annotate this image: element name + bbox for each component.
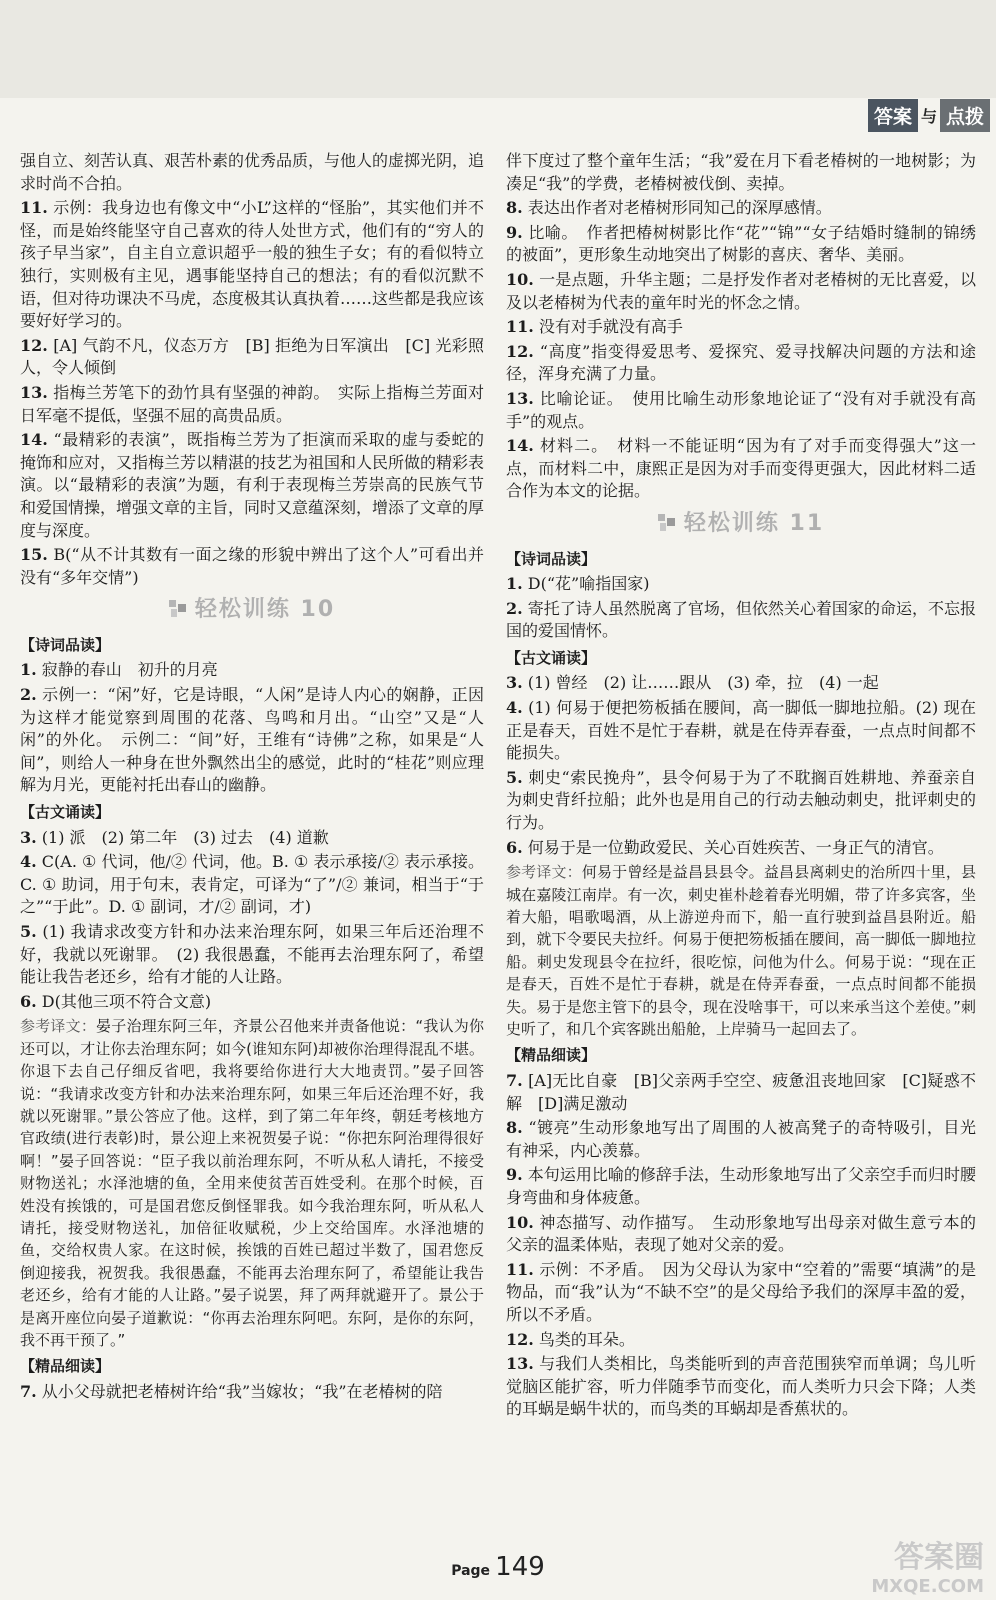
item-text: 伴下度过了整个童年生活；“我”爱在月下看老椿树的一地树影；为凑足“我”的学费，老椿树被伐倒、卖掉。: [506, 151, 976, 193]
item-number: 6.: [20, 991, 37, 1011]
tag-hint: 点拨: [940, 99, 990, 132]
item-text: (1) 派 (2) 第二年 (3) 过去 (4) 道歉: [36, 827, 329, 847]
item-number: 12.: [506, 341, 534, 361]
item-number: 13.: [506, 388, 534, 408]
right-column: [506, 150, 976, 1423]
left-column: [20, 150, 484, 1406]
item-number: 9.: [506, 1165, 523, 1185]
reference-translation: [20, 1015, 484, 1351]
item-number: 14.: [20, 430, 48, 450]
item-number: 9.: [506, 222, 523, 242]
item-number: 11.: [506, 1259, 534, 1279]
page-number: 149: [495, 1552, 545, 1582]
answer-item: [506, 697, 976, 765]
item-text: 指梅兰芳笔下的劲竹具有坚强的神韵。 实际上指梅兰芳面对日军毫不提低，坚强不屈的高贵品质。: [20, 382, 484, 425]
item-number: 5.: [506, 767, 523, 787]
answer-item: [20, 921, 484, 989]
item-number: 6.: [506, 837, 523, 857]
answer-item: [20, 382, 484, 427]
item-number: 3.: [20, 827, 37, 847]
translation-text: 晏子治理东阿三年，齐景公召他来并责备他说：“我认为你还可以，才让你去治理东阿；如今(谁知东阿)却被你治理得混乱不堪。你退下去自己仔细反省吧，我将要给你进行大大地责罚。”晏子回答说：“我请求改变方针和办法来治理东阿，如果三年后还治理不好，我就以死谢罪。”景公答应了他。这样，到了第二年年终，朝廷考核地方官政绩(进行表彰)时，景公迎上来祝贺晏子说：“你把东阿治理得很好啊！”晏子回答说：“臣子我以前治理东阿，不听从私人请托，不接受财物送礼；水泽池塘的鱼，全用来使贫苦百姓受利。在那个时候，百姓没有挨饿的，可是国君您反倒怪罪我。如今我治理东阿，听从私人请托，接受财物送礼，加倍征收赋税，少上交给国库。水泽池塘的鱼，交给权贵人家。在这时候，挨饿的百姓已超过半数了，国君您反倒迎接我，祝贺我。我很愚蠢，不能再去治理东阿了，希望能让我告老还乡，给有才能的人让路。”晏子说罢，拜了两拜就避开了。景公于是离开座位向晏子道歉说：“你再去治理东阿吧。东阿，是你的东阿，我不再干预了。”: [20, 1017, 484, 1350]
answer-item: [20, 197, 484, 333]
top-band: [0, 0, 996, 98]
tag-answer: 答案: [868, 99, 918, 132]
item-text: (1) 何易于便把笏板插在腰间，高一脚低一脚地拉船。(2) 现在正是春天，百姓不是忙于春耕，就是在侍弄春蚕，一点点时间都不能损失。: [506, 698, 976, 763]
tag-and: 与: [920, 106, 937, 126]
item-number: 10.: [506, 269, 534, 289]
item-text: (1) 曾经 (2) 让……跟从 (3) 牵，拉 (4) 一起: [522, 673, 879, 693]
answer-item: [506, 672, 976, 695]
item-text: 寄托了诗人虽然脱离了官场，但依然关心着国家的命运，不忘报国的爱国情怀。: [506, 598, 976, 641]
item-number: 7.: [20, 1382, 37, 1402]
answer-item: [506, 1164, 976, 1209]
item-text: 比喻论证。 使用比喻生动形象地论证了“没有对手就没有高手”的观点。: [506, 388, 976, 431]
item-text: 材料二。 材料一不能证明“因为有了对手而变得强大”这一点，而材料二中，康熙正是因为对手而变得更强大，因此材料二适合作为本文的论据。: [506, 436, 976, 501]
item-number: 4.: [506, 698, 523, 718]
item-text: “最精彩的表演”，既指梅兰芳为了拒演而采取的虚与委蛇的掩饰和应对，又指梅兰芳以精湛的技艺为祖国和人民所做的精彩表演。以“最精彩的表演”为题，有利于表现梅兰芳崇高的民族气节和爱国情操，增强文章的主旨，同时又意蕴深刻，增添了文章的厚度与深度。: [20, 430, 485, 540]
drill-heading-11: [506, 510, 976, 536]
answer-item: [20, 659, 484, 682]
answer-item: [506, 1070, 976, 1115]
answer-item: [506, 222, 976, 267]
item-number: 11.: [20, 198, 48, 218]
drill-heading-10: [20, 599, 484, 622]
item-text: 从小父母就把老椿树许给“我”当嫁妆；“我”在老椿树的陪: [36, 1382, 443, 1402]
item-text: D(“花”喻指国家): [522, 574, 650, 594]
item-text: 比喻。 作者把椿树树影比作“花”“锦”“女子结婚时缝制的锦绣的被面”，更形象生动地突出了树影的喜庆、奢华、美丽。: [506, 222, 976, 265]
answer-item: [506, 573, 976, 596]
drill-square-icon: [658, 514, 676, 532]
item-number: 5.: [20, 922, 37, 941]
item-number: 7.: [506, 1071, 523, 1091]
item-number: 10.: [506, 1212, 534, 1232]
answer-item: [20, 335, 484, 380]
answer-item: [506, 388, 976, 433]
watermark-line-1: 答案圈: [894, 1540, 984, 1575]
answer-item: [506, 341, 976, 386]
answer-item: [20, 1381, 484, 1404]
item-text: 何易于是一位勤政爱民、关心百姓疾苦、一身正气的清官。: [522, 837, 944, 857]
section-label: 【精品细读】: [20, 1357, 111, 1376]
item-number: 13.: [20, 382, 48, 402]
item-text: 本句运用比喻的修辞手法，生动形象地写出了父亲空手而归时腰身弯曲和身体疲惫。: [506, 1165, 976, 1208]
translation-text: 何易于曾经是益昌县县令。益昌县离刺史的治所四十里，县城在嘉陵江南岸。有一次，刺史崔朴趁着春光明媚，带了许多宾客，坐着大船，唱歌喝酒，从上游逆舟而下，船一直行驶到益昌县附近。船到，就下令要民夫拉纤。何易于便把笏板插在腰间，高一脚低一脚地拉船。刺史发现县令在拉纤，很吃惊，问他为什么。何易于说：“现在正是春天，百姓不是忙于春耕，就是在侍弄春蚕，一点点时间都不能损失。易于是您主管下的县令，现在没啥事干，可以来承当这个差使。”刺史听了，和几个宾客跳出船舱，上岸骑马一起回去了。: [506, 863, 976, 1039]
item-text: 没有对手就没有高手: [533, 317, 683, 337]
item-text: “高度”指变得爱思考、爱探究、爱寻找解决问题的方法和途径，浑身充满了力量。: [506, 341, 976, 384]
item-number: 3.: [506, 673, 523, 693]
answer-item: [506, 1353, 976, 1421]
item-text: B(“从不计其数有一面之缘的形貌中辨出了这个人”可看出并没有“多年交情”): [20, 545, 484, 587]
item-number: 8.: [506, 1118, 523, 1138]
answer-item: [506, 837, 976, 860]
page-label: Page: [451, 1563, 491, 1579]
item-number: 13.: [506, 1354, 534, 1374]
answer-item: [20, 827, 484, 850]
section-label: 【精品细读】: [506, 1046, 597, 1065]
watermark-line-2: MXQE.COM: [871, 1576, 984, 1597]
item-text: D(其他三项不符合文意): [36, 991, 212, 1011]
section-label: 【古文诵读】: [506, 648, 597, 667]
item-text: (1) 我请求改变方针和办法来治理东阿，如果三年后还治理不好，我就以死谢罪。 (2) 我很愚蠢，不能再去治理东阿了，希望能让我告老还乡，给有才能的人让路。: [20, 922, 484, 987]
item-text: 示例：不矛盾。 因为父母认为家中“空着的”需要“填满”的是物品，而“我”认为“不缺不空”的是父母给予我们的深厚丰盈的爱，所以不矛盾。: [506, 1259, 976, 1324]
item-text: 示例一：“闲”好，它是诗眼，“人闲”是诗人内心的娴静，正因为这样才能觉察到周围的花落、鸟鸣和月出。“山空”又是“人闲”的外化。 示例二：“间”好，王维有“诗佛”之称，如果是“人间”，则给人一种身在世外飘然出尘的感觉，此时的“桂花”则应理解为月光，更能衬托出春山的幽静。: [20, 685, 484, 795]
item-number: 2.: [506, 598, 523, 618]
item-text: 表达出作者对老椿树形同知己的深厚感情。: [522, 198, 832, 218]
item-number: 1.: [506, 574, 523, 594]
answer-item: [506, 767, 976, 835]
answer-item: [20, 991, 484, 1014]
item-number: 15.: [20, 545, 48, 565]
item-text: 寂静的春山 初升的月亮: [36, 660, 218, 680]
drill-square-icon: [169, 600, 187, 618]
item-number: 12.: [506, 1329, 534, 1349]
answer-item: [506, 598, 976, 643]
item-number: 1.: [20, 660, 37, 680]
item-number: 12.: [20, 335, 48, 355]
item-text: 神态描写、动作描写。 生动形象地写出母亲对做生意亏本的父亲的温柔体贴，表现了她对父亲的爱。: [506, 1212, 976, 1255]
answer-item: [20, 544, 484, 589]
answer-item: [20, 429, 484, 542]
answer-item: [506, 435, 976, 503]
answer-item: [20, 150, 484, 195]
answer-item: [506, 150, 976, 195]
item-text: “镀亮”生动形象地写出了周围的人被高凳子的奇特吸引，目光有神采，内心羡慕。: [506, 1118, 976, 1160]
answer-item: [506, 1117, 976, 1162]
answer-item: [506, 269, 976, 314]
site-watermark: [871, 1532, 984, 1597]
item-text: [A] 气韵不凡，仪态万方 [B] 拒绝为日军演出 [C] 光彩照人，令人倾倒: [20, 335, 484, 378]
answer-item: [506, 316, 976, 339]
answer-item: [20, 851, 484, 919]
translation-label: 参考译文：: [20, 1017, 97, 1036]
section-label: 【诗词品读】: [20, 635, 111, 654]
answer-item: [506, 197, 976, 220]
answer-item: [20, 684, 484, 797]
drill-title: 轻松训练 10: [194, 597, 336, 623]
answer-item: [506, 1212, 976, 1257]
item-text: 一是点题，升华主题；二是抒发作者对老椿树的无比喜爱，以及以老椿树为代表的童年时光的怀念之情。: [506, 269, 976, 312]
item-number: 8.: [506, 198, 523, 218]
item-text: 强自立、刻苦认真、艰苦朴素的优秀品质，与他人的虚掷光阴，追求时尚不合拍。: [20, 151, 485, 193]
item-number: 14.: [506, 436, 534, 456]
answer-item: [506, 1329, 976, 1352]
section-tag: [868, 100, 990, 130]
answer-item: [506, 1259, 976, 1327]
item-text: [A]无比自豪 [B]父亲两手空空、疲惫沮丧地回家 [C]疑惑不解 [D]满足激动: [506, 1071, 976, 1113]
item-text: C(A. ① 代词，他/② 代词，他。B. ① 表示承接/② 表示承接。C. ① 助词，用于句末，表肯定，可译为“了”/② 兼词，相当于“于之”“于此”。D. ① 副词，才/② 副词，才): [20, 852, 484, 917]
section-label: 【古文诵读】: [20, 803, 111, 822]
item-text: 刺史“索民挽舟”，县令何易于为了不耽搁百姓耕地、养蚕亲自为刺史背纤拉船；此外也是用自己的行动去触动刺史，批评刺史的行为。: [506, 767, 976, 833]
item-number: 4.: [20, 852, 37, 872]
item-text: 示例：我身边也有像文中“小L”这样的“怪胎”，其实他们并不怪，而是始终能坚守自己喜欢的待人处世方式，他们有的“穷人的孩子早当家”，自主自立意识超乎一般的独生子女；有的看似特立独行，实则极有主见，遇事能坚持自己的想法；有的看似沉默不语，但对待功课决不马虎，态度极其认真执着……这些都是我应该要好好学习的。: [20, 198, 485, 331]
section-label: 【诗词品读】: [506, 549, 597, 568]
item-number: 11.: [506, 317, 534, 337]
item-text: 鸟类的耳朵。: [533, 1329, 635, 1349]
item-number: 2.: [20, 685, 37, 705]
item-text: 与我们人类相比，鸟类能听到的声音范围狭窄而单调；鸟儿听觉脑区能扩容，听力伴随季节而变化，而人类听力只会下降；人类的耳蜗是蜗牛状的，而鸟类的耳蜗却是香蕉状的。: [506, 1354, 976, 1419]
page-footer: [0, 1552, 996, 1582]
reference-translation: [506, 861, 976, 1040]
translation-label: 参考译文：: [506, 863, 582, 882]
drill-title: 轻松训练 11: [683, 510, 825, 536]
